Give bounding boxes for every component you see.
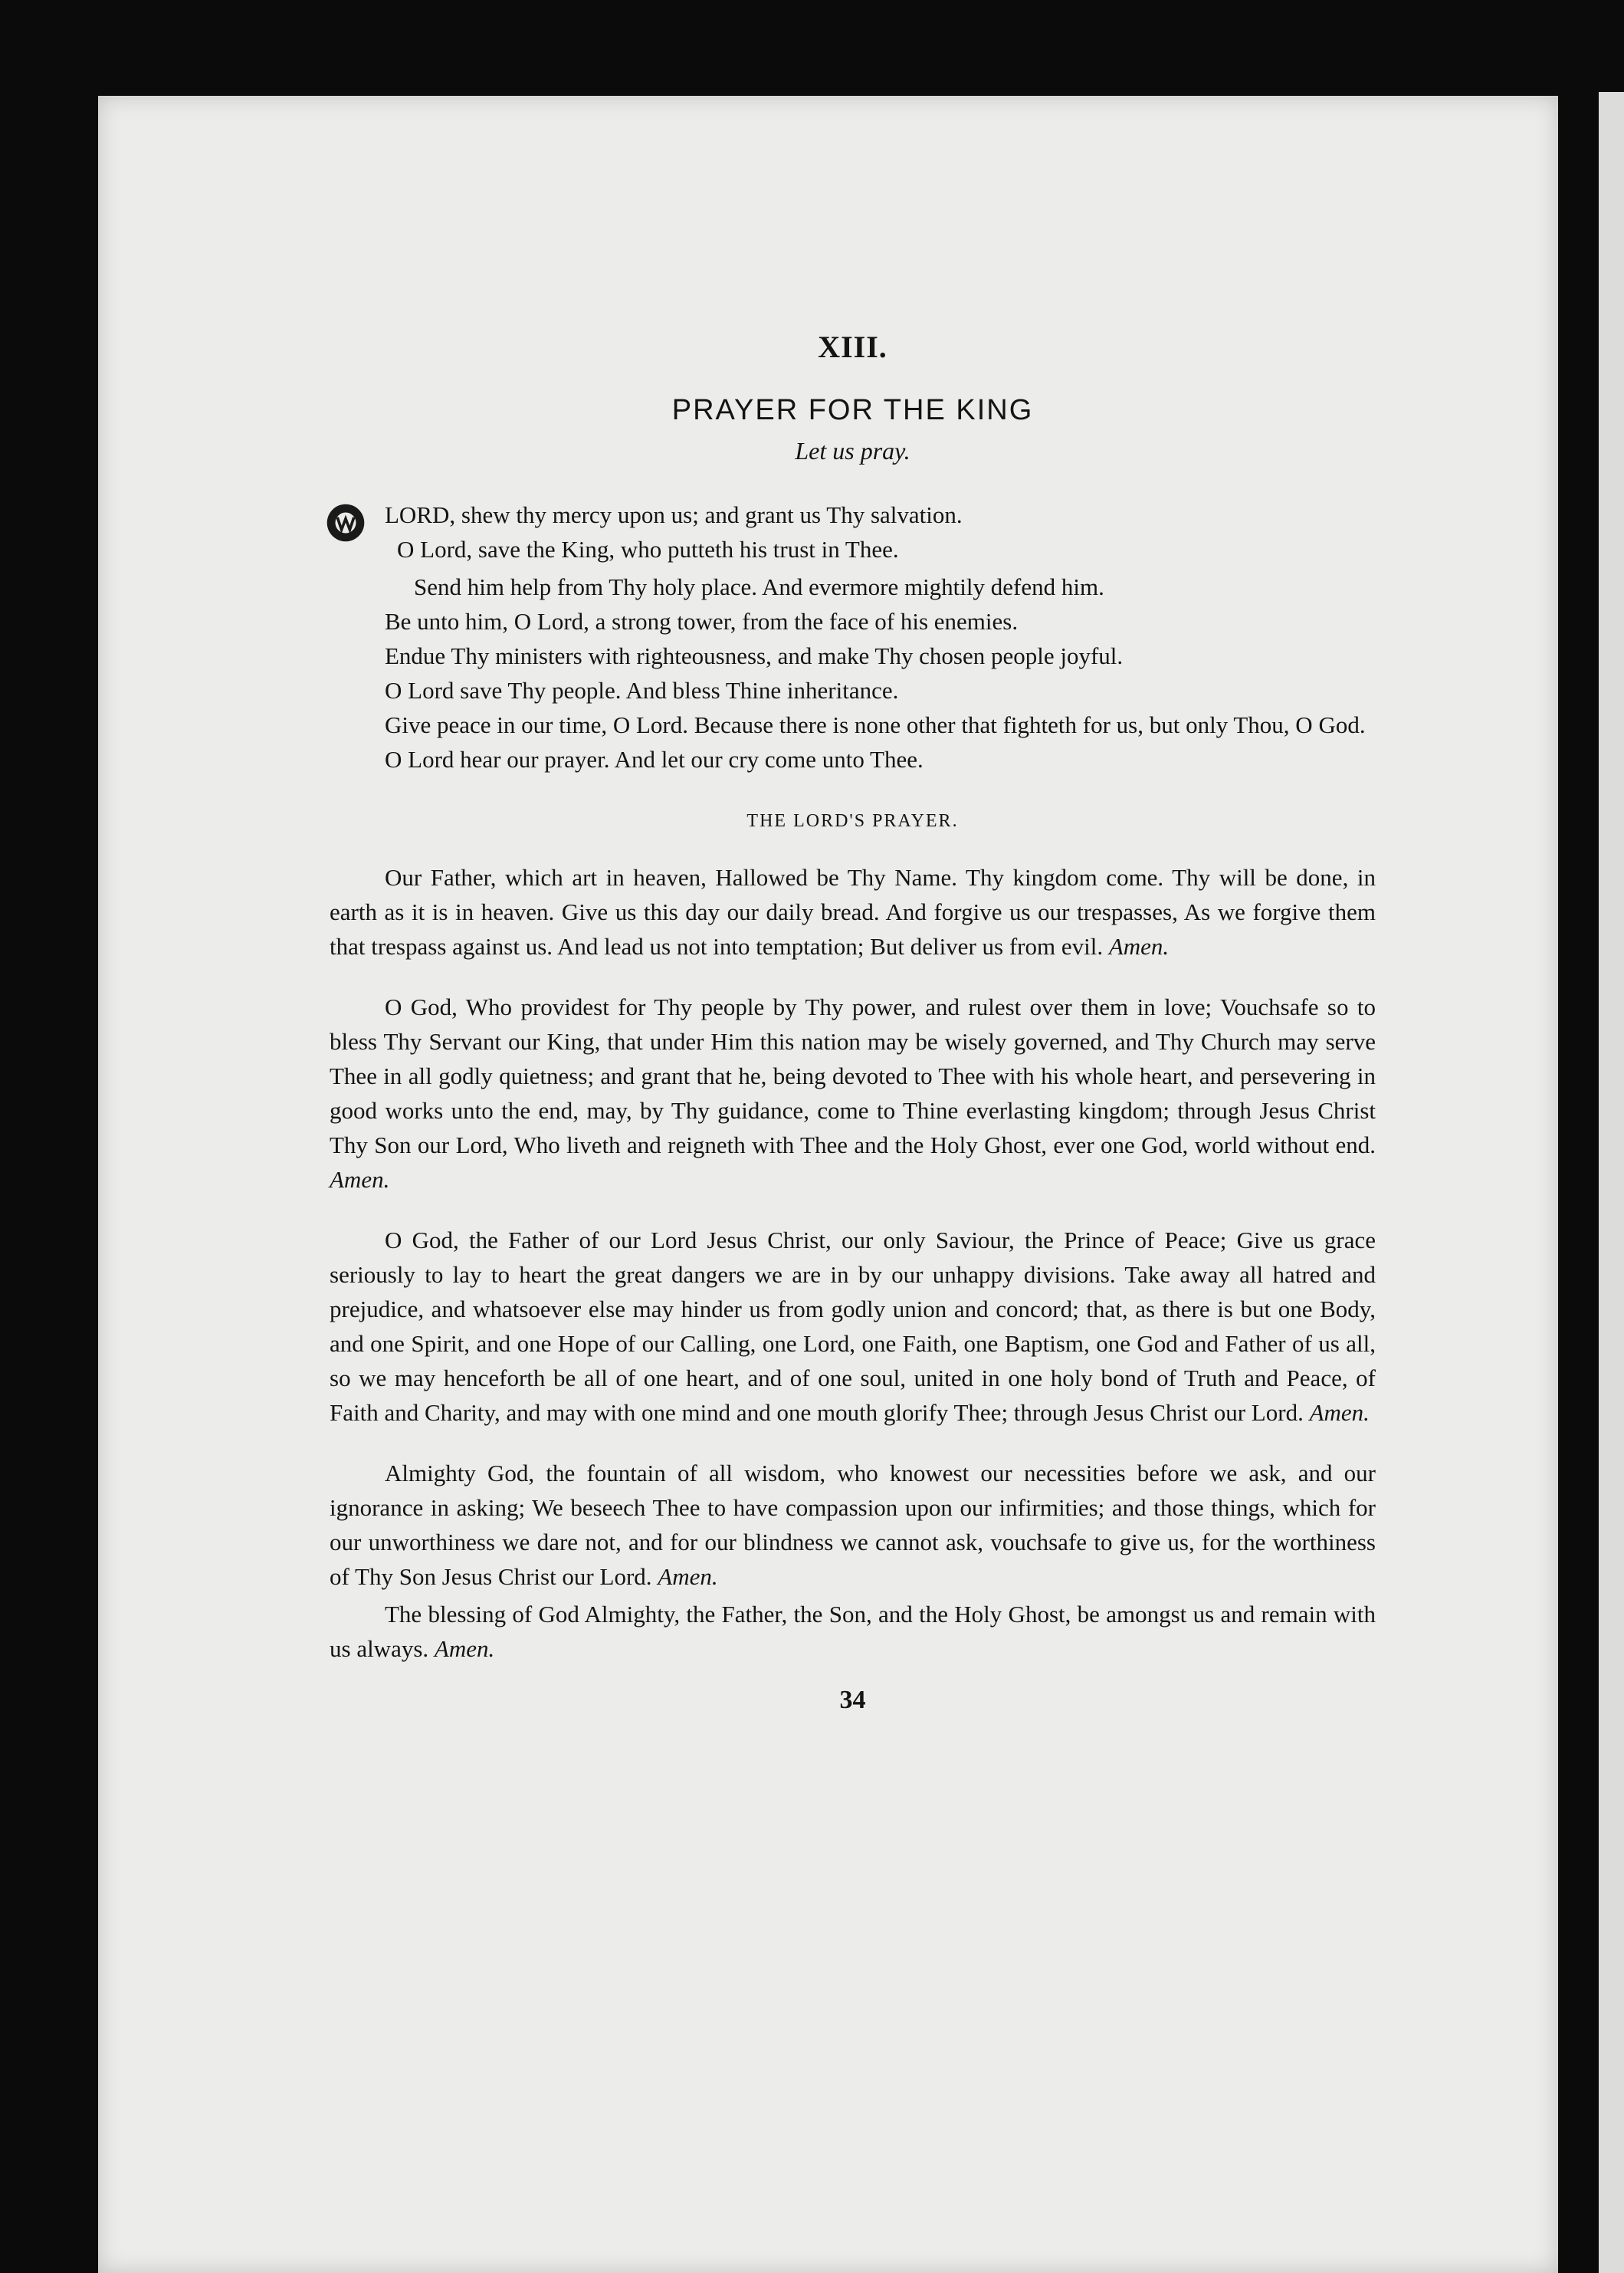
page-number: 34 [839, 1686, 866, 1714]
ornamental-o-initial-icon [325, 502, 366, 544]
subtitle: Let us pray. [795, 437, 910, 465]
page-title: PRAYER FOR THE KING [671, 394, 1034, 426]
prayer-paragraph [330, 1456, 1376, 1594]
amen: Amen. [330, 1166, 390, 1193]
versicle: LORD, shew thy mercy upon us; and grant us Thy salvation. [385, 501, 963, 528]
prayer-text: Our Father, which art in heaven, Hallowed be Thy Name. Thy kingdom come. Thy will be done, in earth as it is in heaven. Give us this day our daily bread. And forgive us our trespasses, As we forgive them that trespass against us. And lead us not into temptation; But deliver us from evil. [330, 864, 1376, 960]
prayer-text: O God, Who providest for Thy people by Thy power, and rulest over them in love; Vouchsafe so to bless Thy Servant our King, that under Him this nation may be wisely governed, and Thy Church may serve Thee in all godly quietness; and grant that he, being devoted to Thee with his whole heart, and persevering in good works unto the end, may, by Thy guidance, come to Thine everlasting kingdom; through Jesus Christ Thy Son our Lord, Who liveth and reigneth with Thee and the Holy Ghost, ever one God, world without end. [330, 994, 1376, 1158]
blessing-paragraph [330, 1597, 1376, 1666]
chapter-number: XIII. [818, 330, 887, 364]
versicle: O Lord save Thy people. And bless Thine inheritance. [385, 677, 899, 704]
prayer-text: O God, the Father of our Lord Jesus Christ, our only Saviour, the Prince of Peace; Give us grace seriously to lay to heart the great dangers we are in by our unhappy divisions. Take away all hatred and prejudice, and whatsoever else may hinder us from godly union and concord; that, as there is but one Body, and one Spirit, and one Hope of our Calling, one Lord, one Faith, one Baptism, one God and Father of us all, so we may henceforth be all of one heart, and of one soul, united in one holy bond of Truth and Peace, of Faith and Charity, and may with one mind and one mouth glorify Thee; through Jesus Christ our Lord. [330, 1227, 1376, 1426]
page-content [330, 330, 1376, 1717]
section-heading: THE LORD'S PRAYER. [746, 811, 959, 831]
amen: Amen. [1108, 933, 1170, 960]
lords-prayer [330, 860, 1376, 964]
prayer-paragraph [330, 990, 1376, 1197]
prayer-text: Almighty God, the fountain of all wisdom, who knowest our necessities before we ask, and our ignorance in asking; We beseech Thee to have compassion upon our infirmities; and those things, which for our unworthiness we dare not, and for our blindness we cannot ask, vouchsafe to give us, for the worthiness of Thy Son Jesus Christ our Lord. [330, 1460, 1376, 1590]
amen: Amen. [434, 1635, 495, 1662]
amen: Amen. [658, 1563, 718, 1590]
prayer-text: The blessing of God Almighty, the Father, the Son, and the Holy Ghost, be amongst us and remain with us always. [330, 1601, 1376, 1662]
prayer-paragraph [330, 1223, 1376, 1430]
versicle: Send him help from Thy holy place. And evermore mightily defend him. [414, 573, 1104, 600]
versicle: O Lord, save the King, who putteth his trust in Thee. [397, 536, 899, 563]
versicle: Endue Thy ministers with righteousness, and make Thy chosen people joyful. [385, 642, 1124, 669]
amen: Amen. [1309, 1399, 1370, 1426]
versicle: Be unto him, O Lord, a strong tower, from the face of his enemies. [385, 608, 1019, 635]
versicle: Give peace in our time, O Lord. Because there is none other that fighteth for us, but only Thou, O God. [385, 711, 1366, 738]
versicles [330, 498, 1376, 777]
next-page-edge [1599, 92, 1624, 2273]
versicle: O Lord hear our prayer. And let our cry come unto Thee. [385, 746, 924, 773]
